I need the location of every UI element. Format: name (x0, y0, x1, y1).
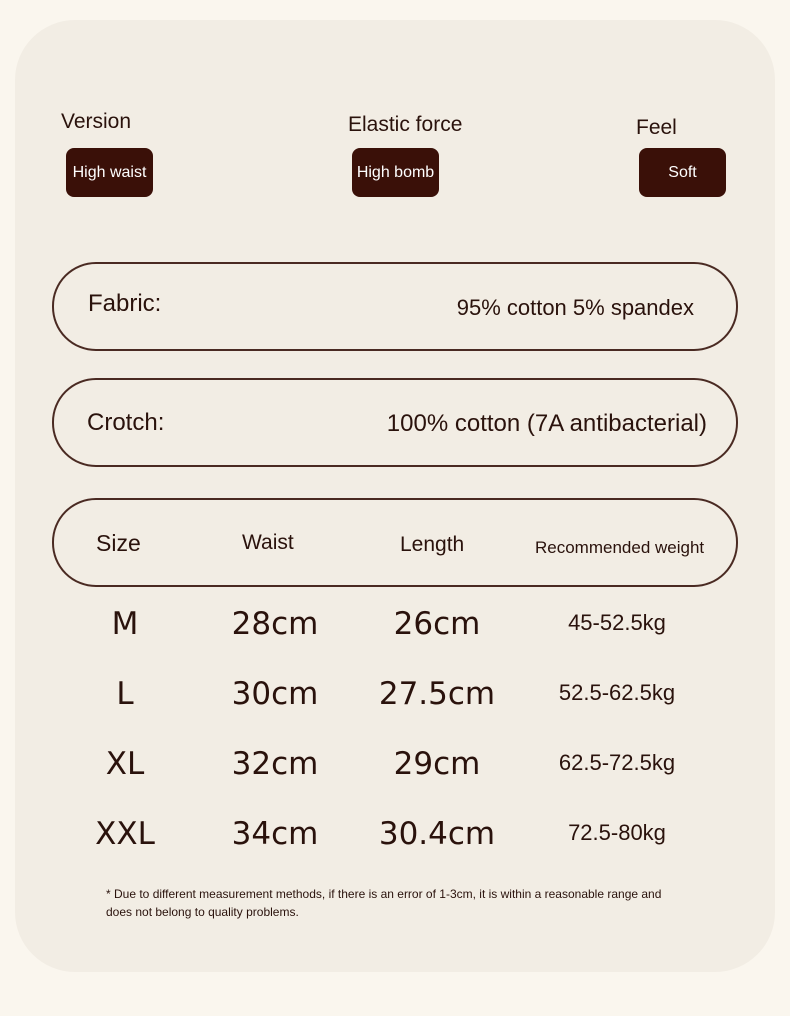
crotch-row (52, 378, 738, 467)
size-cell: 45-52.5kg (568, 610, 666, 635)
size-cell: 72.5-80kg (568, 820, 666, 845)
size-cell: 28cm (231, 606, 319, 642)
size-cell: L (116, 676, 134, 712)
size-cell: XL (105, 746, 145, 782)
size-cell: 27.5cm (378, 676, 496, 712)
crotch-label: Crotch: (87, 409, 165, 436)
header-weight: Recommended weight (535, 538, 705, 557)
size-cell: 30cm (231, 676, 319, 712)
header-size: Size (96, 530, 141, 556)
size-cell: 34cm (231, 816, 319, 852)
size-cell: 32cm (231, 746, 319, 782)
size-cell: 29cm (393, 746, 481, 782)
version-tag: High waist (66, 148, 153, 197)
size-cell: 26cm (393, 606, 481, 642)
header-waist: Waist (242, 531, 294, 554)
header-length: Length (400, 533, 465, 556)
feel-label: Feel (636, 116, 677, 139)
feel-tag: Soft (639, 148, 726, 197)
size-cell: 30.4cm (378, 816, 496, 852)
size-table-header (52, 498, 738, 587)
elastic-label: Elastic force (348, 113, 463, 136)
fabric-value: 95% cotton 5% spandex (456, 295, 694, 320)
elastic-tag: High bomb (352, 148, 439, 197)
version-label: Version (61, 110, 132, 133)
fabric-row (52, 262, 738, 351)
size-cell: M (111, 606, 139, 642)
crotch-value: 100% cotton (7A antibacterial) (386, 410, 707, 437)
size-cell: 52.5-62.5kg (558, 680, 676, 705)
footnote: * Due to different measurement methods, if there is an error of 1-3cm, it is within a reasonable range and does not belong to quality problems. (106, 887, 662, 919)
fabric-label: Fabric: (88, 290, 162, 317)
size-cell: XXL (95, 816, 155, 852)
size-cell: 62.5-72.5kg (558, 750, 676, 775)
